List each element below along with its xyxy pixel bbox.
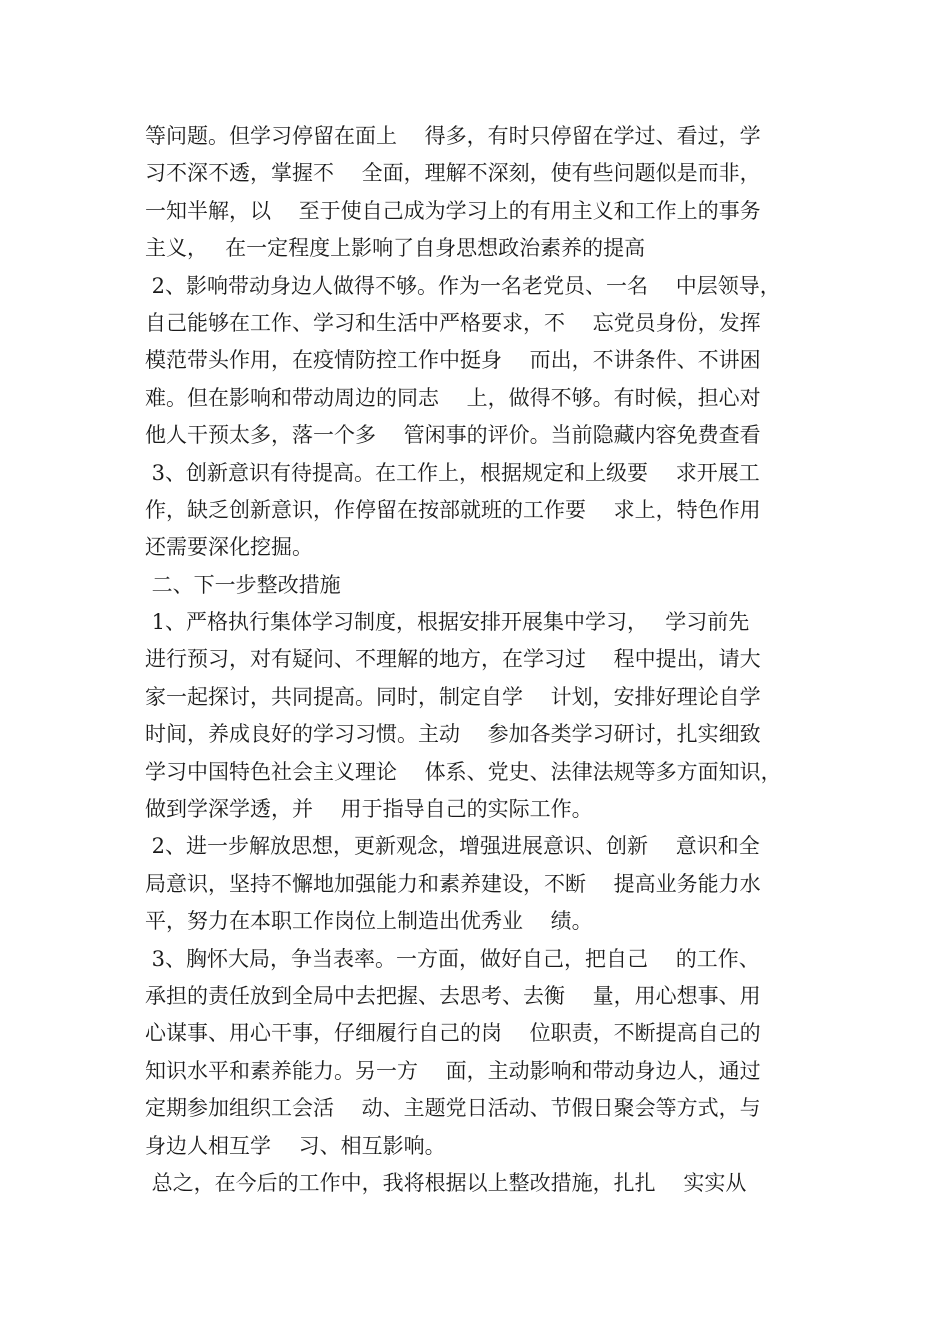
text-line: 1、严格执行集体学习制度，根据安排开展集中学习， 学习前先 [145,610,750,635]
text-line: 等问题。但学习停留在面上 得多，有时只停留在学过、看过，学 [145,124,761,148]
text-line: 总之，在今后的工作中，我将根据以上整改措施，扎扎 实实从 [145,1170,747,1195]
text-line: 一知半解，以 至于使自己成为学习上的有用主义和工作上的事务 [145,198,761,223]
text-line: 3、胸怀大局，争当表率。一方面，做好自己，把自己 的工作、 [145,946,760,971]
text-line: 进行预习，对有疑问、不理解的地方，在学习过 程中提出，请大 [145,647,761,672]
text-line: 局意识，坚持不懈地加强能力和素养建设，不断 提高业务能力水 [145,871,761,896]
text-line: 做到学深学透，并 用于指导自己的实际工作。 [145,797,593,822]
text-line: 定期参加组织工会活 动、主题党日活动、节假日聚会等方式，与 [145,1096,761,1121]
text-line: 主义， 在一定程度上影响了自身思想政治素养的提高 [145,236,646,261]
text-line: 2、影响带动身边人做得不够。作为一名老党员、一名 中层领导， [145,273,781,298]
text-line: 模范带头作用，在疫情防控工作中挺身 而出，不讲条件、不讲困 [145,348,761,373]
text-line: 心谋事、用心干事，仔细履行自己的岗 位职责，不断提高自己的 [145,1021,761,1046]
text-line: 时间，养成良好的学习习惯。主动 参加各类学习研讨，扎实细致 [145,722,761,747]
text-line: 还需要深化挖掘。 [145,535,313,560]
text-line: 2、进一步解放思想，更新观念，增强进展意识、创新 意识和全 [145,834,760,859]
text-line: 平，努力在本职工作岗位上制造出优秀业 绩。 [145,909,593,934]
text-line: 学习中国特色社会主义理论 体系、党史、法律法规等多方面知识， [145,759,782,784]
document-body [145,118,815,1202]
text-line: 习不深不透，掌握不 全面，理解不深刻，使有些问题似是而非， [145,161,761,186]
text-line: 他人干预太多，落一个多 管闲事的评价。当前隐藏内容免费查看 [145,423,761,448]
text-line: 作，缺乏创新意识，作停留在按部就班的工作要 求上，特色作用 [145,497,761,522]
text-line: 知识水平和素养能力。另一方 面，主动影响和带动身边人，通过 [145,1058,761,1083]
text-line: 自己能够在工作、学习和生活中严格要求，不 忘党员身份，发挥 [145,310,761,335]
text-line: 家一起探讨，共同提高。同时，制定自学 计划，安排好理论自学 [145,684,761,709]
text-line: 3、创新意识有待提高。在工作上，根据规定和上级要 求开展工 [145,460,760,485]
text-line: 身边人相互学 习、相互影响。 [145,1133,446,1158]
text-line: 难。但在影响和带动周边的同志 上，做得不够。有时候，担心对 [145,385,761,410]
section-heading: 二、下一步整改措施 [145,572,341,597]
text-line: 承担的责任放到全局中去把握、去思考、去衡 量，用心想事、用 [145,983,761,1008]
